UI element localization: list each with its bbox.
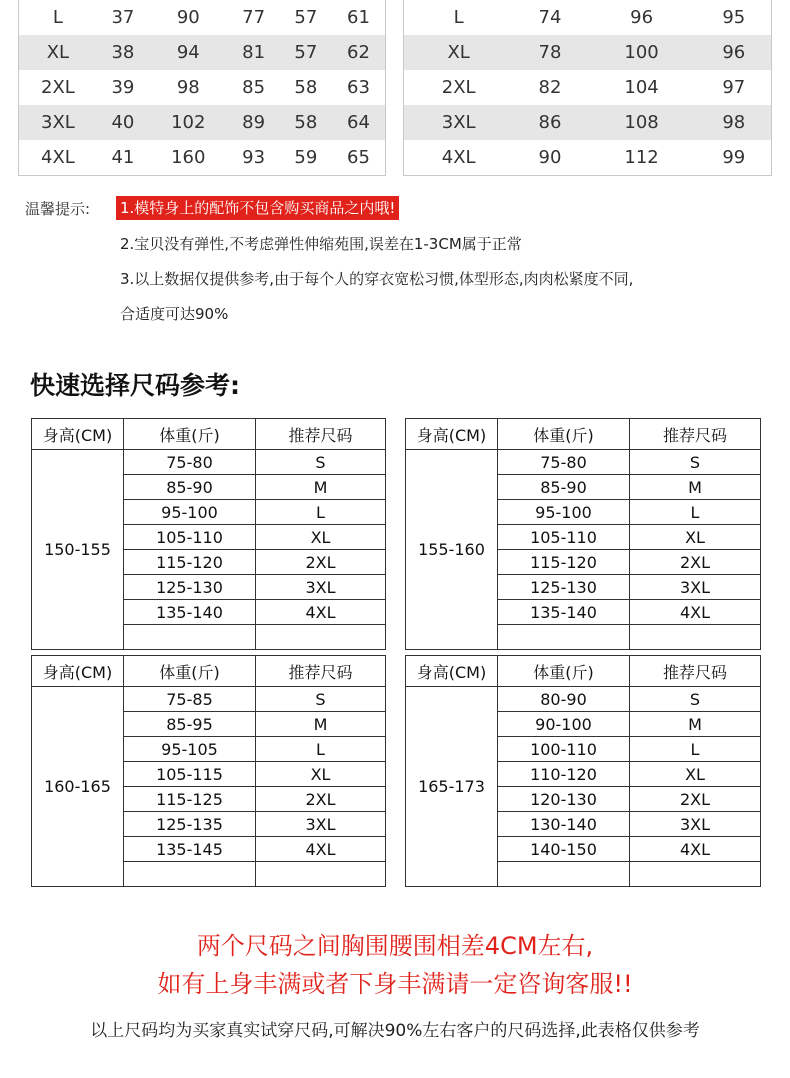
weight-cell: 130-140 (498, 812, 630, 837)
size-cell: L (630, 737, 761, 762)
table-cell: 58 (280, 105, 332, 140)
size-table (405, 655, 761, 887)
height-range-cell: 160-165 (32, 687, 124, 887)
table-cell: 89 (227, 105, 279, 140)
table-row (404, 105, 772, 140)
weight-cell: 115-120 (498, 550, 630, 575)
table-cell: 62 (332, 35, 385, 70)
table-row (32, 687, 386, 712)
section-title: 快速选择尺码参考: (30, 371, 240, 400)
table-row (404, 140, 772, 176)
weight-cell: 75-80 (498, 450, 630, 475)
table-cell: 77 (242, 7, 266, 28)
table-cell: 59 (294, 147, 318, 168)
table-cell: 96 (630, 7, 654, 28)
table-header-row (406, 656, 761, 687)
size-cell: M (256, 475, 386, 500)
height-range-cell: 165-173 (406, 687, 498, 887)
size-cell: M (256, 712, 386, 737)
size-cell: 2XL (630, 787, 761, 812)
notice-line-2: 2.宝贝没有弹性,不考虑弹性伸缩苑围,误差在1-3CM属于正常 (120, 235, 522, 253)
weight-cell: 105-110 (124, 525, 256, 550)
column-header: 体重(斤) (498, 656, 630, 687)
weight-cell: 125-130 (124, 575, 256, 600)
size-cell: 2XL (256, 550, 386, 575)
weight-cell: 75-85 (124, 687, 256, 712)
column-header: 推荐尺码 (630, 419, 761, 450)
weight-cell: 110-120 (498, 762, 630, 787)
table-cell: 63 (347, 77, 370, 98)
size-cell: 2XL (256, 787, 386, 812)
table-cell: 98 (697, 105, 772, 140)
table-cell: 40 (97, 105, 149, 140)
weight-cell: 95-100 (498, 500, 630, 525)
size-cell: L (256, 737, 386, 762)
table-cell: L (453, 7, 464, 28)
size-cell (630, 625, 761, 650)
table-cell: L (52, 7, 63, 28)
table-header-row (406, 419, 761, 450)
column-header: 推荐尺码 (256, 656, 386, 687)
weight-cell: 80-90 (498, 687, 630, 712)
table-cell: 94 (149, 35, 227, 70)
table-row (19, 105, 386, 140)
weight-cell (498, 625, 630, 650)
table-cell: 37 (111, 7, 135, 28)
table-cell: 61 (347, 7, 370, 28)
table-cell: 86 (513, 105, 586, 140)
table-row (404, 70, 772, 105)
column-header: 身高(CM) (32, 656, 124, 687)
weight-cell: 135-145 (124, 837, 256, 862)
table-cell: 4XL (441, 147, 476, 168)
table-cell: 90 (538, 147, 562, 168)
column-header: 体重(斤) (498, 419, 630, 450)
table-cell: 81 (227, 35, 279, 70)
weight-cell: 125-130 (498, 575, 630, 600)
height-range-cell: 150-155 (32, 450, 124, 650)
size-cell (630, 862, 761, 887)
table-row (404, 35, 772, 70)
size-cell: 3XL (630, 812, 761, 837)
size-cell: 4XL (630, 600, 761, 625)
size-cell: M (630, 712, 761, 737)
size-cell: XL (256, 762, 386, 787)
weight-cell: 85-90 (124, 475, 256, 500)
table-cell: 64 (332, 105, 385, 140)
weight-cell: 100-110 (498, 737, 630, 762)
table-row (19, 35, 386, 70)
table-cell: 58 (294, 77, 318, 98)
table-cell: 99 (722, 147, 746, 168)
weight-cell: 115-120 (124, 550, 256, 575)
weight-cell: 140-150 (498, 837, 630, 862)
table-header-row (32, 419, 386, 450)
table-cell: 57 (280, 35, 332, 70)
bottom-warning-2: 如有上身丰满或者下身丰满请一定咨询客服!! (157, 970, 633, 998)
weight-cell: 90-100 (498, 712, 630, 737)
weight-cell: 115-125 (124, 787, 256, 812)
table-cell: 38 (97, 35, 149, 70)
bottom-note: 以上尺码均为买家真实试穿尺码,可解决90%左右客户的尺码选择,此表格仅供参考 (90, 1021, 700, 1041)
top-size-table-left (18, 0, 386, 176)
size-cell: 4XL (630, 837, 761, 862)
size-cell: L (630, 500, 761, 525)
size-cell: S (630, 687, 761, 712)
weight-cell: 95-100 (124, 500, 256, 525)
table-cell: 82 (538, 77, 562, 98)
weight-cell: 135-140 (124, 600, 256, 625)
weight-cell (498, 862, 630, 887)
notice-line-4: 合适度可达90% (120, 305, 229, 323)
column-header: 体重(斤) (124, 656, 256, 687)
table-cell: 57 (294, 7, 318, 28)
weight-cell: 135-140 (498, 600, 630, 625)
weight-cell: 95-105 (124, 737, 256, 762)
weight-cell: 120-130 (498, 787, 630, 812)
table-row (32, 450, 386, 475)
weight-cell: 105-110 (498, 525, 630, 550)
column-header: 身高(CM) (32, 419, 124, 450)
table-cell: 2XL (441, 77, 476, 98)
table-cell: 65 (347, 147, 370, 168)
table-cell: 74 (538, 7, 562, 28)
size-cell: S (256, 450, 386, 475)
table-row (406, 450, 761, 475)
size-cell: S (256, 687, 386, 712)
weight-cell: 75-80 (124, 450, 256, 475)
size-cell: 2XL (630, 550, 761, 575)
table-cell: 4XL (41, 147, 75, 168)
size-table (31, 418, 386, 650)
table-cell: 3XL (19, 105, 97, 140)
size-cell: M (630, 475, 761, 500)
table-cell: 104 (624, 77, 659, 98)
table-cell: 39 (111, 77, 135, 98)
table-cell: 85 (242, 77, 266, 98)
table-row (19, 70, 386, 105)
size-cell: S (630, 450, 761, 475)
size-cell: XL (630, 525, 761, 550)
table-cell: 98 (176, 77, 200, 98)
table-cell: 108 (587, 105, 697, 140)
notice-highlight: 1.模特身上的配饰不包含购买商品之内哦! (116, 196, 399, 220)
size-cell (256, 625, 386, 650)
table-cell: 2XL (41, 77, 75, 98)
table-row (19, 140, 386, 176)
table-cell: 93 (242, 147, 266, 168)
table-cell: XL (19, 35, 97, 70)
size-cell: XL (630, 762, 761, 787)
column-header: 推荐尺码 (256, 419, 386, 450)
column-header: 推荐尺码 (630, 656, 761, 687)
size-cell: XL (256, 525, 386, 550)
table-cell: 96 (697, 35, 772, 70)
table-cell: 41 (111, 147, 135, 168)
size-cell: 3XL (256, 812, 386, 837)
weight-cell: 85-90 (498, 475, 630, 500)
size-table (31, 655, 386, 887)
column-header: 体重(斤) (124, 419, 256, 450)
top-size-table-right (403, 0, 772, 176)
weight-cell: 125-135 (124, 812, 256, 837)
weight-cell: 85-95 (124, 712, 256, 737)
table-header-row (32, 656, 386, 687)
size-cell: 4XL (256, 600, 386, 625)
weight-cell (124, 625, 256, 650)
notice-label: 温馨提示: (25, 200, 91, 218)
table-cell: 112 (624, 147, 659, 168)
table-cell: 97 (722, 77, 746, 98)
size-cell: 4XL (256, 837, 386, 862)
table-cell: XL (404, 35, 514, 70)
table-cell: 100 (587, 35, 697, 70)
table-cell: 160 (171, 147, 206, 168)
table-cell: 95 (722, 7, 746, 28)
table-cell: 102 (149, 105, 227, 140)
weight-cell (124, 862, 256, 887)
table-cell: 78 (513, 35, 586, 70)
weight-cell: 105-115 (124, 762, 256, 787)
table-row (406, 687, 761, 712)
column-header: 身高(CM) (406, 419, 498, 450)
height-range-cell: 155-160 (406, 450, 498, 650)
size-cell: 3XL (630, 575, 761, 600)
notice-line-3: 3.以上数据仅提供参考,由于每个人的穿衣宽松习惯,体型形态,肉肉松紧度不同, (120, 270, 634, 288)
bottom-warning-1: 两个尺码之间胸围腰围相差4CM左右, (196, 932, 594, 960)
table-cell: 90 (176, 7, 200, 28)
size-table (405, 418, 761, 650)
table-row (404, 0, 772, 35)
size-cell: 3XL (256, 575, 386, 600)
column-header: 身高(CM) (406, 656, 498, 687)
size-cell: L (256, 500, 386, 525)
size-cell (256, 862, 386, 887)
table-row (19, 0, 386, 35)
table-cell: 3XL (404, 105, 514, 140)
